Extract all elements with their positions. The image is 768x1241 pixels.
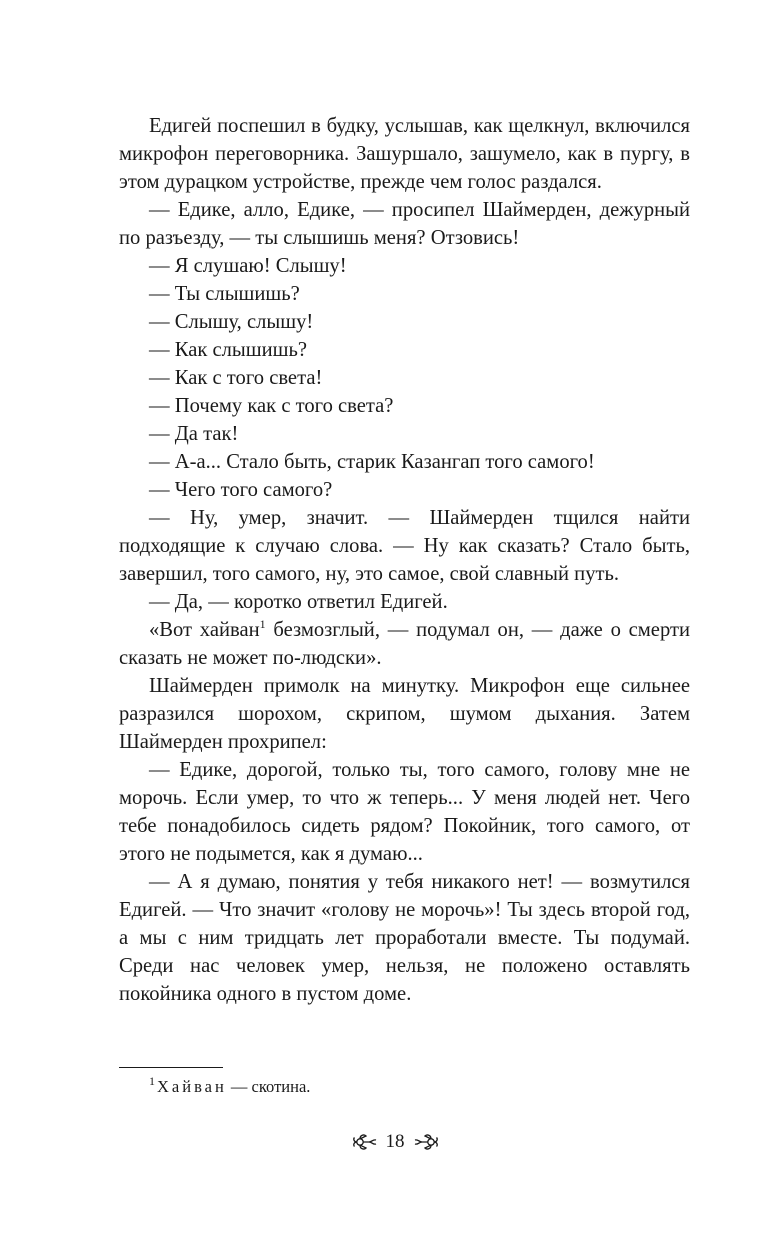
footnote-divider [119,1067,223,1068]
page-footer [340,1127,450,1157]
footnote-definition: — скотина. [226,1077,311,1096]
paragraph-hayvan [119,616,690,672]
body-text [119,112,690,1008]
paragraph-3: — Я слушаю! Слышу! [149,255,347,277]
paragraph-8: — Почему как с того света? [149,395,394,417]
page-number: 18 [385,1131,405,1152]
paragraph-5: — Слышу, слышу! [149,311,314,333]
footnote-mark: 1 [149,1074,155,1088]
hayvan-text-after: безмозглый, — подумал он, — даже о смерти сказать не может по-людски». [119,619,690,669]
footnote-term: Хайван [157,1077,227,1096]
hayvan-text-before: «Вот хайван [149,619,260,641]
footnote-reference[interactable]: 1 [259,617,266,631]
paragraph-10: — А-а... Стало быть, старик Казангап того самого! [149,451,595,473]
fleuron-right-icon [413,1132,439,1152]
paragraph-9: — Да так! [149,423,239,445]
paragraph-6: — Как слышишь? [149,339,308,361]
footnote [149,1076,310,1099]
paragraph-16: — Едике, дорогой, только ты, того самого, голову мне не морочь. Если умер, то что ж теперь... У меня людей нет. Чего тебе понадобилось сидеть рядом? Покойник, того самого, от этого не подымется, как я думаю... [119,759,690,865]
paragraph-15: Шаймерден примолк на минутку. Микрофон еще сильнее разразился шорохом, скрипом, шумом дыхания. Затем Шаймерден прохрипел: [119,675,690,753]
paragraph-1: Едигей поспешил в будку, услышав, как щелкнул, включился микрофон переговорника. Зашуршало, зашумело, как в пургу, в этом дурацком устройстве, прежде чем голос раздался. [119,115,690,193]
paragraph-4: — Ты слышишь? [149,283,300,305]
paragraph-13: — Да, — коротко ответил Едигей. [149,591,448,613]
paragraph-7: — Как с того света! [149,367,323,389]
fleuron-left-icon [352,1132,378,1152]
paragraph-17: — А я думаю, понятия у тебя никакого нет! — возмутился Едигей. — Что значит «голову не морочь»! Ты здесь второй год, а мы с ним тридцать лет проработали вместе. Ты подумай. Среди нас человек умер, нельзя, не положено оставлять покойника одного в пустом доме. [119,871,690,1005]
paragraph-11: — Чего того самого? [149,479,333,501]
paragraph-12: — Ну, умер, значит. — Шаймерден тщился найти подходящие к случаю слова. — Ну как сказать? Стало быть, завершил, того самого, ну, это самое, свой славный путь. [119,507,690,585]
paragraph-2: — Едике, алло, Едике, — просипел Шаймерден, дежурный по разъезду, — ты слышишь меня? Отзовись! [119,199,690,249]
